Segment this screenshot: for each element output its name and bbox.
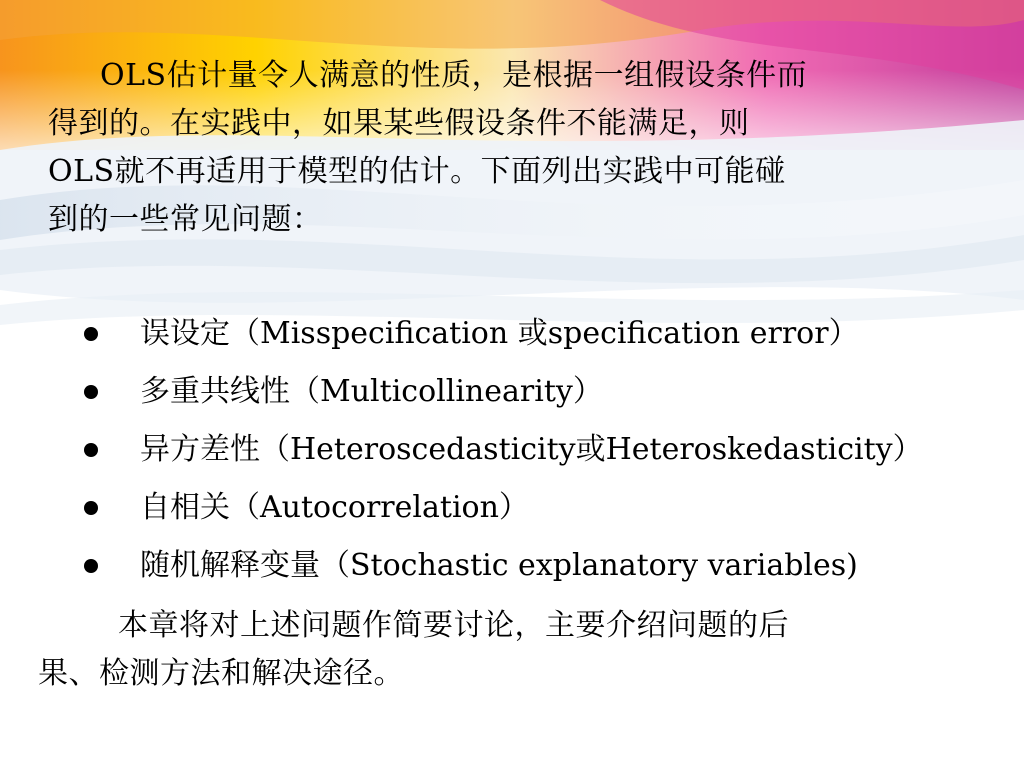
outro-line-1: 本章将对上述问题作简要讨论，主要介绍问题的后 xyxy=(118,608,789,643)
list-item-heteroscedasticity xyxy=(0,426,1024,474)
list-item-misspecification xyxy=(0,310,1024,358)
bullet-icon xyxy=(84,501,98,515)
intro-line-2: 得到的。在实践中，如果某些假设条件不能满足，则 xyxy=(48,106,750,141)
list-item-multicollinearity xyxy=(0,368,1024,416)
bullet-icon xyxy=(84,327,98,341)
list-item-text: 随机解释变量（Stochastic explanatory variables) xyxy=(140,548,858,583)
list-item-text: 多重共线性（Multicollinearity） xyxy=(140,374,603,409)
list-item-text: 自相关（Autocorrelation） xyxy=(140,490,529,525)
bullet-icon xyxy=(84,559,98,573)
outro-paragraph xyxy=(38,602,1018,698)
list-item-text: 异方差性（Heteroscedasticity或Heteroskedasticity） xyxy=(140,432,923,467)
list-item-autocorrelation xyxy=(0,484,1024,532)
intro-line-4: 到的一些常见问题： xyxy=(48,202,323,237)
intro-paragraph xyxy=(48,52,1018,244)
bullet-icon xyxy=(84,385,98,399)
bullet-icon xyxy=(84,443,98,457)
outro-line-2: 果、检测方法和解决途径。 xyxy=(38,656,404,691)
intro-line-3: OLS就不再适用于模型的估计。下面列出实践中可能碰 xyxy=(48,154,786,189)
intro-line-1: OLS估计量令人满意的性质，是根据一组假设条件而 xyxy=(100,58,808,93)
list-item-stochastic-variables xyxy=(0,542,1024,590)
list-item-text: 误设定（Misspecification 或specification error） xyxy=(140,316,859,351)
